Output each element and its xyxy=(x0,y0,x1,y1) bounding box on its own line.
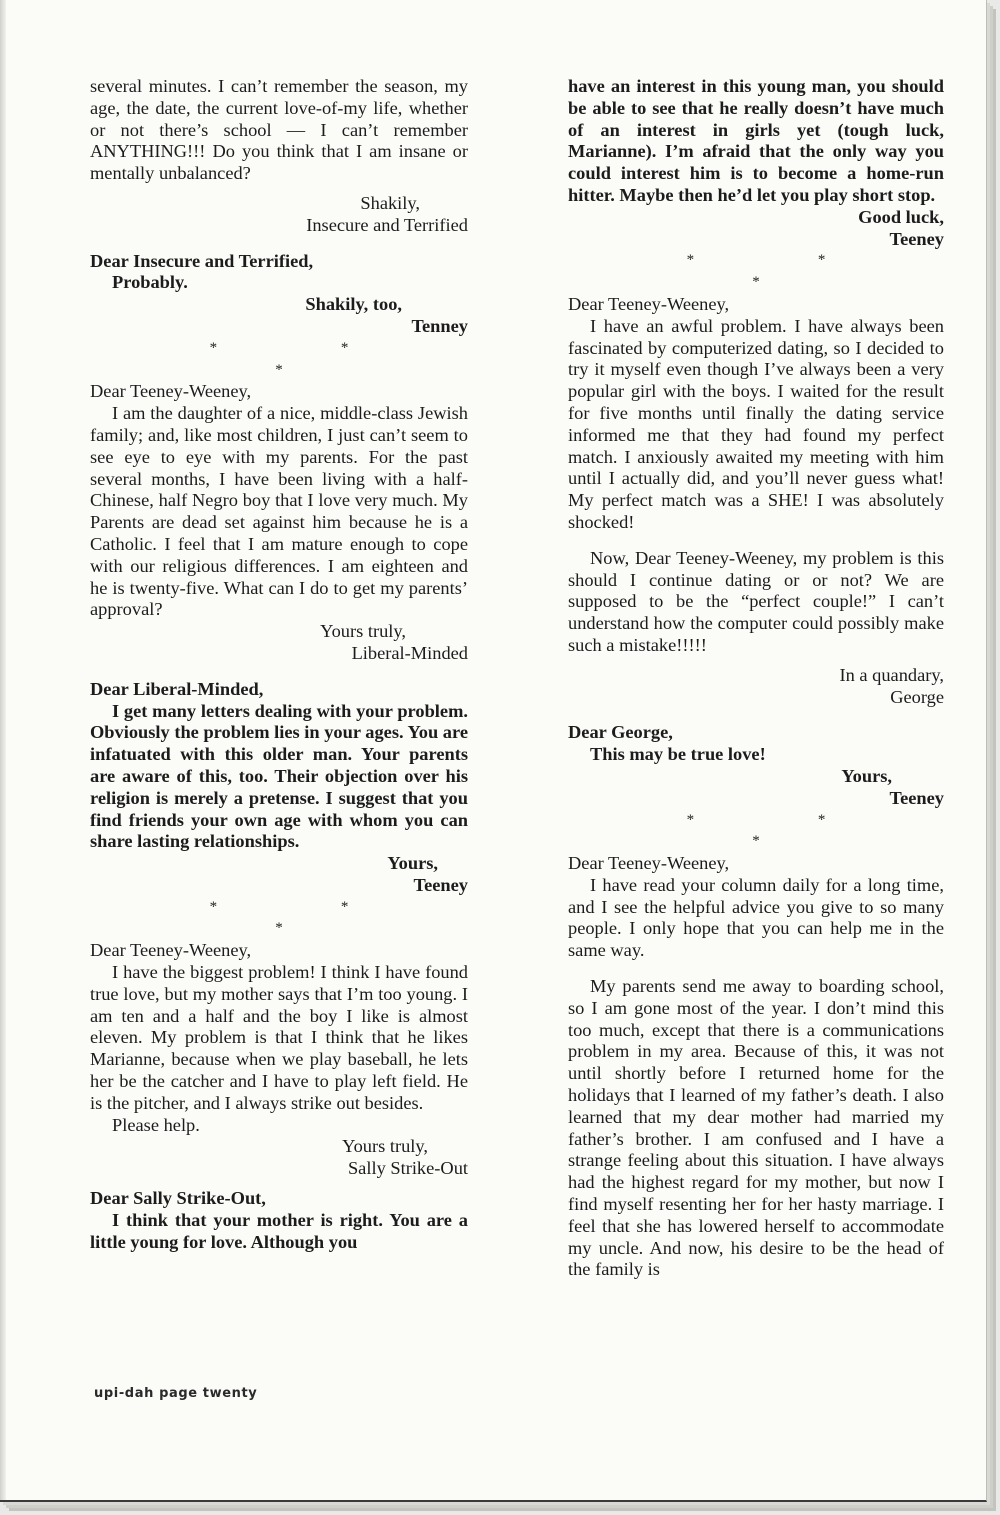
reply1-body: Probably. xyxy=(112,272,188,293)
reply4-body: This may be true love! xyxy=(590,744,766,765)
reply2-signature: Teeney xyxy=(413,874,468,895)
letter1-body-continued: several minutes. I can’t remember the season, my age, the date, the current love-of-my life, whether or not there’s school — I can’t remember ANYTHING!!! Do you think that I am insane or mentally unbalanced? xyxy=(90,76,468,184)
reply1-signoff: Shakily, too, xyxy=(305,294,402,315)
letter5-body: I have read your column daily for a long time, and I see the helpful advice you give to so many people. I only hope that you can help me in the same way. xyxy=(568,874,944,961)
reply4-signature: Teeney xyxy=(889,787,944,808)
reply2-body: I get many letters dealing with your problem. Obviously the problem lies in your ages. You are infatuated with this older man. Your parents are aware of this, too. Their objection over his religion is merely a pretense. I suggest that you find friends your own age with whom you can share lasting relationships. xyxy=(90,700,468,852)
letter1-signature: Insecure and Terrified xyxy=(306,214,468,235)
section-divider-stars: * * * xyxy=(686,811,886,850)
letter2-salutation: Dear Teeney-Weeney, xyxy=(90,381,252,402)
page-spine-shadow xyxy=(0,0,6,1500)
letter5-salutation: Dear Teeney-Weeney, xyxy=(568,853,730,874)
letter3-signature: Sally Strike-Out xyxy=(347,1158,468,1179)
letter4-body: I have an awful problem. I have always been fascinated by computerized dating, so I decided to try it myself even though I’ve always been a very popular girl with the boys. I waited for the result for five months until finally the dating service informed me that they had found my perfect match. I anxiously awaited my meeting with him until I actually did, and you’ll never guess what! My perfect match was a SHE! I was absolutely shocked! xyxy=(568,315,944,532)
reply4-salutation: Dear George, xyxy=(568,722,673,743)
letter2-signoff: Yours truly, xyxy=(320,621,406,642)
reply3-signoff: Good luck, xyxy=(858,206,944,227)
reply3-salutation: Dear Sally Strike-Out, xyxy=(90,1188,266,1209)
letter1-signoff: Shakily, xyxy=(360,192,420,213)
section-divider-stars: * * * xyxy=(209,898,409,937)
section-divider-stars: * * * xyxy=(209,339,409,378)
reply3-signature: Teeney xyxy=(889,228,944,249)
letter5-body-2: My parents send me away to boarding school, so I am gone most of the year. I don’t mind this too much, except that there is a communications problem in my area. Because of this, it was not until shortly before I returned home for the holidays that I learned of my father’s death. I also learned that my dear mother had married my father’s brother. I am confused and I have a strange feeling about this situation. I have always had the highest regard for my mother, but now I find myself resenting her for her hasty marriage. I feel that she has lowered herself to accommodate my uncle. And now, his desire to be the head of the family is xyxy=(568,976,944,1280)
reply3-body-continued: have an interest in this young man, you should be able to see that he really doesn’t have much of an interest in girls yet (tough luck, Marianne). I’m afraid that the only way you could interest him is to become a home-run hitter. Maybe then he’d let you play short stop. xyxy=(568,76,944,205)
letter2-body: I am the daughter of a nice, middle-class Jewish family; and, like most children, I just can’t seem to see eye to eye with my parents. For the past several months, I have been living with a half-Chinese, half Negro boy that I love very much. My Parents are dead set against him because he is a Catholic. I feel that I am mature enough to cope with our religious differences. I am eighteen and he is twenty-five. What can I do to get my parents’ approval? xyxy=(90,403,468,620)
reply2-signoff: Yours, xyxy=(387,853,438,874)
letter4-salutation: Dear Teeney-Weeney, xyxy=(568,293,730,314)
letter4-signoff: In a quandary, xyxy=(839,664,944,685)
letter4-signature: George xyxy=(890,686,944,707)
letter3-body: I have the biggest problem! I think I have found true love, but my mother says that I’m too young. I am ten and a half and the boy I like is almost eleven. My problem is that I think that he likes Marianne, because when we play baseball, he lets her be the catcher and I have to play left field. He is the pitcher, and I always strike out besides. xyxy=(90,962,468,1113)
reply1-signature: Tenney xyxy=(411,315,468,336)
reply4-signoff: Yours, xyxy=(841,765,892,786)
reply3-body: I think that your mother is right. You are a little young for love. Although you xyxy=(90,1209,468,1252)
reply2-salutation: Dear Liberal-Minded, xyxy=(90,678,264,699)
right-column xyxy=(568,76,944,1281)
left-column xyxy=(90,76,468,1253)
letter3-salutation: Dear Teeney-Weeney, xyxy=(90,940,252,961)
section-divider-stars: * * * xyxy=(686,252,886,291)
reply1-salutation: Dear Insecure and Terrified, xyxy=(90,250,314,271)
page-footer: upi-dah page twenty xyxy=(94,1386,258,1401)
letter3-signoff: Yours truly, xyxy=(342,1136,428,1157)
letter4-body-2: Now, Dear Teeney-Weeney, my problem is this should I continue dating or or not? We are supposed to be the “perfect couple!” I can’t understand how the computer could possibly make such a mistake!!!!! xyxy=(568,547,944,655)
letter3-plea: Please help. xyxy=(112,1114,200,1135)
letter2-signature: Liberal-Minded xyxy=(351,642,468,663)
